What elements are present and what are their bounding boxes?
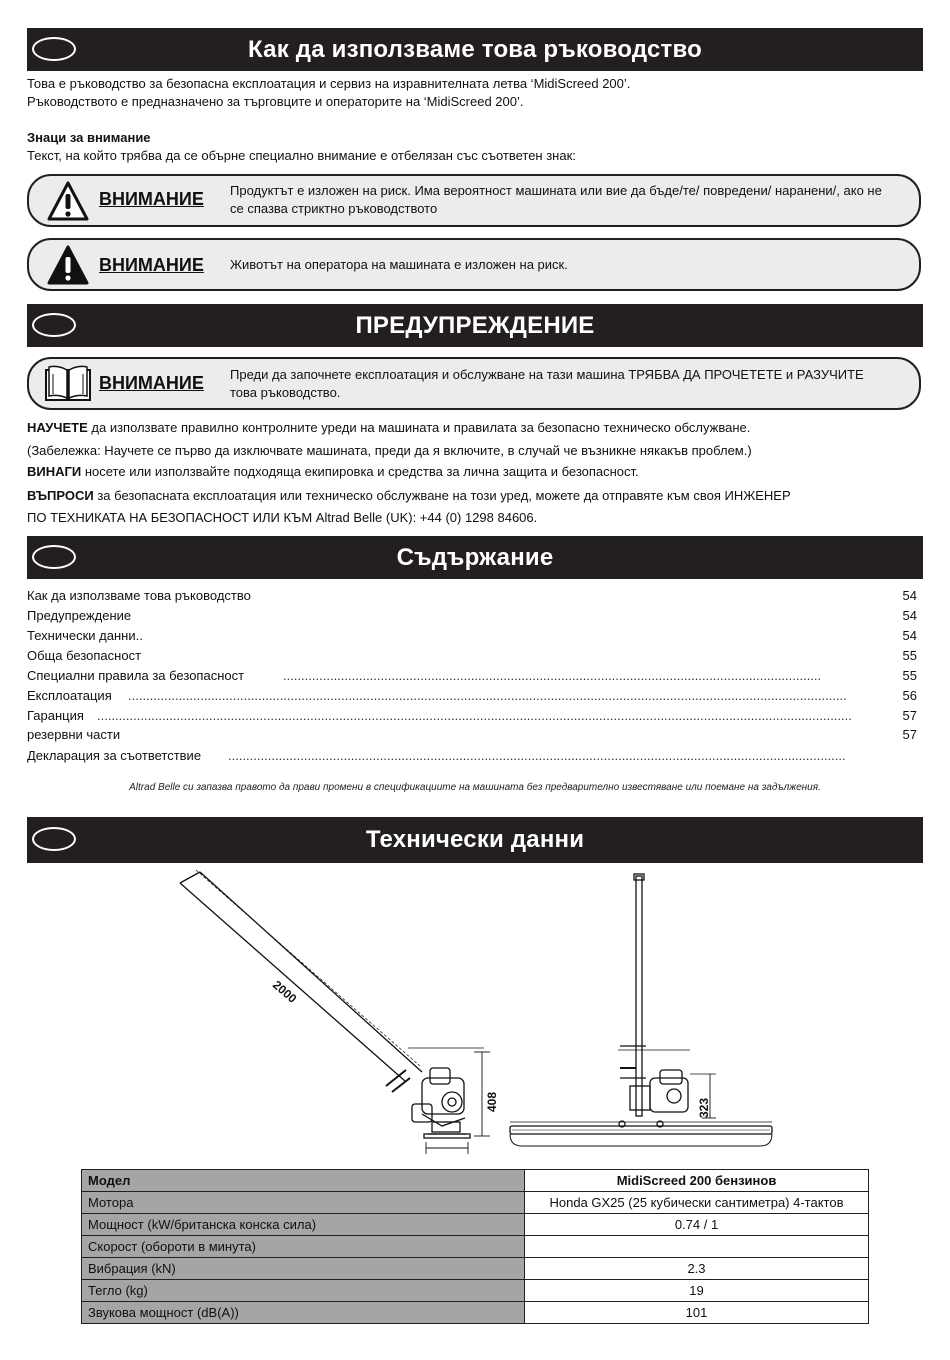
toc-page: 57 bbox=[902, 708, 917, 723]
toc-row[interactable] bbox=[27, 628, 917, 646]
dim-front-height-label: 323 bbox=[697, 1097, 711, 1118]
intro-line-1: Това е ръководство за безопасна експлоатация и сервиз на изравнителната летва ‘MidiScreed 200’. bbox=[27, 76, 631, 91]
table-row bbox=[82, 1170, 869, 1192]
toc-row[interactable] bbox=[27, 668, 917, 686]
toc-label: Обща безопасност bbox=[27, 648, 142, 663]
toc-dots: ....................................................................................................................................................................................................... bbox=[128, 688, 847, 703]
section-title: Съдържание bbox=[396, 544, 554, 571]
warning-label: ВНИМАНИЕ bbox=[99, 373, 204, 393]
intro-line-2: Ръководството е предназначено за търговците и операторите на ‘MidiScreed 200’. bbox=[27, 94, 524, 109]
toc-page: 54 bbox=[902, 628, 917, 643]
warning-text: Преди да започнете експлоатация и обслужване на тази машина ТРЯБВА ДА ПРОЧЕТЕТЕ и РАЗУЧИТЕ това ръководство. bbox=[230, 367, 864, 400]
spec-key: Мотора bbox=[82, 1192, 525, 1214]
front-view bbox=[510, 874, 772, 1146]
dim-handle-label: 2000 bbox=[270, 977, 300, 1006]
spec-value bbox=[525, 1236, 869, 1258]
toc-page: 54 bbox=[902, 608, 917, 623]
table-row bbox=[82, 1192, 869, 1214]
section-header-howto bbox=[27, 28, 923, 71]
spec-value: 101 bbox=[525, 1302, 869, 1324]
toc-label: Експлоатация bbox=[27, 688, 112, 703]
warning-box-life bbox=[27, 238, 921, 291]
toc-row[interactable] bbox=[27, 608, 917, 626]
toc-row[interactable] bbox=[27, 748, 917, 766]
table-row bbox=[82, 1258, 869, 1280]
signs-heading: Знаци за внимание bbox=[27, 130, 151, 145]
side-view bbox=[180, 870, 490, 1154]
spec-value: 0.74 / 1 bbox=[525, 1214, 869, 1236]
spec-value: Honda GX25 (25 кубически сантиметра) 4-тактов bbox=[525, 1192, 869, 1214]
toc-page: 57 bbox=[902, 727, 917, 742]
warning-label: ВНИМАНИЕ bbox=[99, 189, 204, 209]
spec-key: Вибрация (kN) bbox=[82, 1258, 525, 1280]
warning-text: Продуктът е изложен на риск. Има вероятност машината или вие да бъде/те/ повредени/ наранени/, ако не се спазва стриктно ръководството bbox=[230, 183, 882, 216]
toc-row[interactable] bbox=[27, 648, 917, 666]
toc-row[interactable] bbox=[27, 588, 917, 606]
section-title: Технически данни bbox=[365, 826, 585, 853]
toc-label: Предупреждение bbox=[27, 608, 132, 623]
toc-label: Специални правила за безопасност bbox=[27, 668, 245, 683]
spec-table bbox=[81, 1169, 869, 1324]
spec-key: Звукова мощност (dB(A)) bbox=[82, 1302, 525, 1324]
machine-dimension-drawing bbox=[160, 868, 800, 1160]
section-title: ПРЕДУПРЕЖДЕНИЕ bbox=[355, 312, 595, 339]
toc-page: 55 bbox=[902, 668, 917, 683]
toc-row[interactable] bbox=[27, 708, 917, 726]
spec-key: Тегло (kg) bbox=[82, 1280, 525, 1302]
section-header-warning bbox=[27, 304, 923, 347]
toc-page: 55 bbox=[902, 648, 917, 663]
note-line: (Забележка: Научете се първо да изключвате машината, преди да я включите, в случай че възникне някакъв проблем.) bbox=[27, 443, 752, 458]
warning-box-read-manual bbox=[27, 357, 921, 410]
warning-text: Животът на оператора на машината е изложен на риск. bbox=[230, 257, 568, 272]
toc-page: 54 bbox=[902, 588, 917, 603]
note-line: ВИНАГИ носете или използвайте подходяща екипировка и средства за лична защита и безопасност. bbox=[27, 464, 639, 479]
spec-key: Скорост (обороти в минута) bbox=[82, 1236, 525, 1258]
section-title: Как да използваме това ръководство bbox=[248, 36, 702, 63]
note-line: НАУЧЕТЕ да използвате правилно контролните уреди на машината и правилата за безопасно техническо обслужване. bbox=[27, 420, 751, 435]
note-line: ВЪПРОСИ за безопасната експлоатация или техническо обслужване на този уред, можете да отправяте към своя ИНЖЕНЕР bbox=[27, 488, 791, 503]
note-line: ПО ТЕХНИКАТА НА БЕЗОПАСНОСТ ИЛИ КЪМ Altrad Belle (UK): +44 (0) 1298 84606. bbox=[27, 510, 538, 525]
table-row bbox=[82, 1236, 869, 1258]
toc-row[interactable] bbox=[27, 727, 917, 745]
warning-box-product bbox=[27, 174, 921, 227]
disclaimer: Altrad Belle си запазва правото да прави промени в спецификациите на машината без предварително известяване или поемане на задължения. bbox=[129, 782, 821, 793]
spec-key: Мощност (kW/британска конска сила) bbox=[82, 1214, 525, 1236]
toc-label: резервни части bbox=[27, 727, 121, 742]
spec-value: MidiScreed 200 бензинов bbox=[525, 1170, 869, 1192]
toc-label: Как да използваме това ръководство bbox=[27, 588, 251, 603]
toc-dots: ................................................................................................................................................................................................................. bbox=[97, 708, 852, 723]
toc-page: 56 bbox=[902, 688, 917, 703]
table-row bbox=[82, 1214, 869, 1236]
signs-text: Текст, на който трябва да се обърне специално внимание е отбелязан със съответен знак: bbox=[27, 148, 576, 163]
toc-dots: ........................................................................................................................................................................... bbox=[228, 748, 846, 763]
section-header-tech bbox=[27, 817, 923, 863]
table-row bbox=[82, 1302, 869, 1324]
spec-value: 2.3 bbox=[525, 1258, 869, 1280]
toc-row[interactable] bbox=[27, 688, 917, 706]
table-row bbox=[82, 1280, 869, 1302]
toc-dots: ..................................................................................................................................................... bbox=[283, 668, 822, 683]
section-header-contents bbox=[27, 536, 923, 579]
warning-outline-icon bbox=[47, 181, 89, 221]
dim-side-height-label: 408 bbox=[485, 1091, 499, 1112]
toc-label: Декларация за съответствие bbox=[27, 748, 202, 763]
spec-key: Модел bbox=[82, 1170, 525, 1192]
spec-value: 19 bbox=[525, 1280, 869, 1302]
book-icon bbox=[43, 364, 93, 404]
toc-label: Технически данни.. bbox=[27, 628, 143, 643]
warning-filled-icon bbox=[47, 245, 89, 285]
warning-label: ВНИМАНИЕ bbox=[99, 255, 204, 275]
toc-label: Гаранция bbox=[27, 708, 84, 723]
